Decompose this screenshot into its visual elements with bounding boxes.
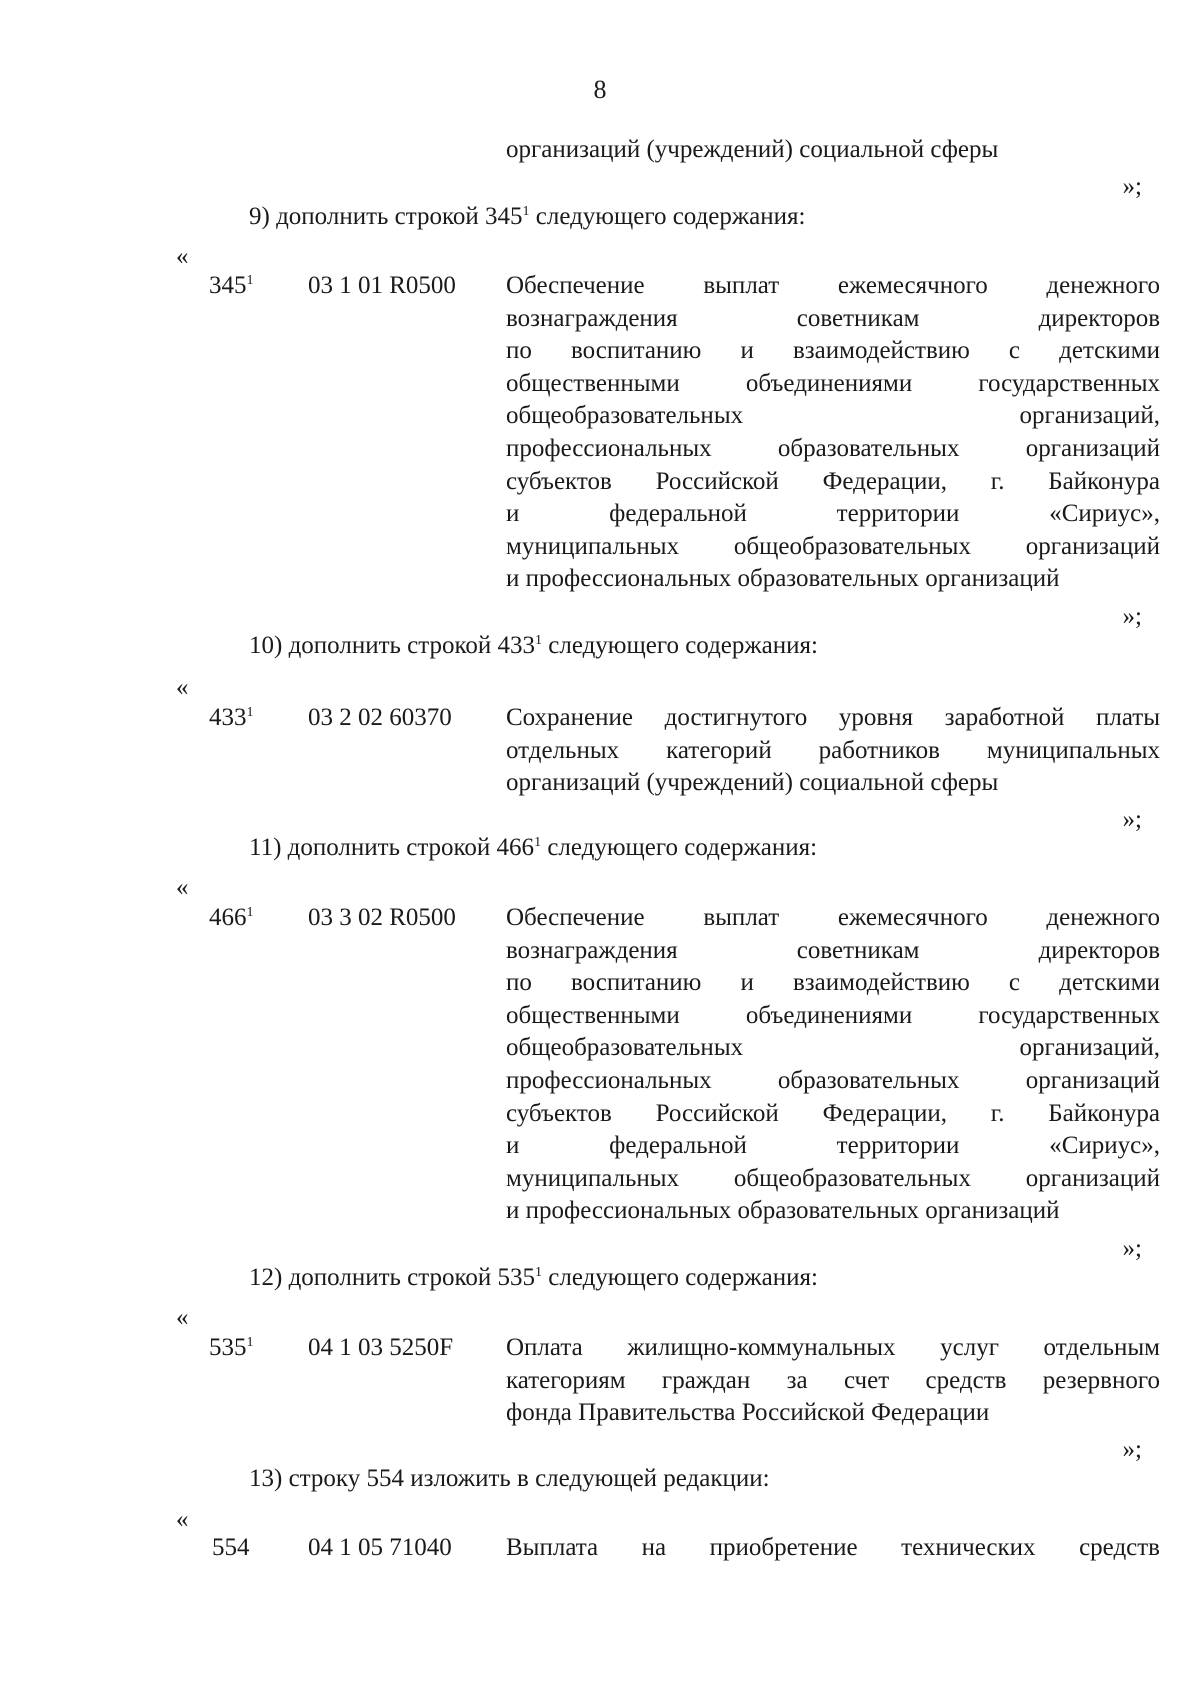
classification-code: 04 1 03 5250F (308, 1334, 454, 1361)
row-number (209, 902, 254, 933)
classification-code: 03 2 02 60370 (308, 704, 452, 731)
amendment-instruction (249, 1262, 818, 1293)
page-number: 8 (593, 75, 607, 104)
row-description (506, 270, 1160, 596)
row-number (209, 1332, 254, 1363)
instruction-text: 9) дополнить строкой 345 (249, 203, 523, 230)
classification-code: 03 1 01 R0500 (308, 272, 456, 299)
opening-quote: « (176, 1304, 189, 1331)
description-line: Обеспечение выплат ежемесячного денежного (506, 272, 1160, 299)
description-line: муниципальных общеобразовательных организаций (506, 532, 1160, 560)
description-line: организаций (учреждений) социальной сферы (506, 769, 999, 797)
instruction-tail: следующего содержания: (541, 834, 818, 861)
description-line: и профессиональных образовательных организаций (506, 565, 1060, 593)
description-line: по воспитанию и взаимодействию с детскими (506, 969, 1160, 997)
description-line: Сохранение достигнутого уровня заработной платы (506, 704, 1160, 731)
row-number-text: 466 (209, 904, 247, 931)
description-line: Оплата жилищно-коммунальных услуг отдельным (506, 1334, 1160, 1361)
row-number (209, 270, 254, 301)
description-line: фонда Правительства Российской Федерации (506, 1399, 990, 1427)
row-number-text: 554 (212, 1534, 250, 1561)
description-line: и профессиональных образовательных организаций (506, 1197, 1060, 1225)
opening-quote: « (176, 874, 189, 901)
instruction-text: 10) дополнить строкой 433 (249, 632, 535, 659)
description-line: и федеральной территории «Сириус», (506, 500, 1160, 528)
instruction-text: 12) дополнить строкой 535 (249, 1264, 535, 1291)
row-number (212, 1532, 250, 1563)
opening-quote: « (176, 1506, 189, 1533)
description-line: общеобразовательных организаций, (506, 402, 1160, 430)
description-line: субъектов Российской Федерации, г. Байконура (506, 467, 1160, 495)
closing-quote: »; (1122, 1436, 1142, 1463)
amendment-instruction (249, 1463, 770, 1494)
classification-code: 03 3 02 R0500 (308, 904, 456, 931)
description-line: Выплата на приобретение технических средств (506, 1534, 1160, 1561)
instruction-tail: следующего содержания: (542, 1264, 818, 1291)
description-line: организаций (учреждений) социальной сферы (506, 136, 999, 163)
closing-quote: »; (1122, 1235, 1142, 1262)
row-description (506, 902, 1160, 1228)
instruction-text: 11) дополнить строкой 466 (249, 834, 535, 861)
description-line: общеобразовательных организаций, (506, 1034, 1160, 1062)
superscript: 1 (534, 835, 542, 850)
description-line: профессиональных образовательных организаций (506, 434, 1160, 462)
description-line: вознаграждения советникам директоров (506, 936, 1160, 964)
instruction-tail: следующего содержания: (542, 632, 818, 659)
classification-code: 04 1 05 71040 (308, 1534, 452, 1561)
opening-quote: « (176, 674, 189, 701)
description-line: общественными объединениями государственных (506, 369, 1160, 397)
description-line: субъектов Российской Федерации, г. Байконура (506, 1099, 1160, 1127)
description-line: отдельных категорий работников муниципальных (506, 736, 1160, 764)
description-line: муниципальных общеобразовательных организаций (506, 1164, 1160, 1192)
superscript: 1 (535, 1265, 542, 1280)
row-description (506, 1532, 1160, 1565)
row-description (506, 1332, 1160, 1430)
description-line: и федеральной территории «Сириус», (506, 1132, 1160, 1160)
description-line: общественными объединениями государственных (506, 1001, 1160, 1029)
superscript: 1 (246, 705, 254, 720)
superscript: 1 (522, 204, 530, 219)
carryover-description (506, 134, 1160, 167)
closing-quote: »; (1122, 603, 1142, 630)
row-number-text: 345 (209, 272, 247, 299)
superscript: 1 (246, 273, 254, 288)
closing-quote: »; (1122, 806, 1142, 833)
description-line: профессиональных образовательных организаций (506, 1066, 1160, 1094)
row-number-text: 535 (209, 1334, 247, 1361)
amendment-instruction (249, 201, 805, 232)
row-description (506, 702, 1160, 800)
description-line: категориям граждан за счет средств резервного (506, 1366, 1160, 1394)
amendment-instruction (249, 832, 817, 863)
description-line: по воспитанию и взаимодействию с детскими (506, 337, 1160, 365)
superscript: 1 (246, 905, 254, 920)
instruction-text: 13) строку 554 изложить в следующей редакции: (249, 1465, 770, 1492)
closing-quote: »; (1122, 173, 1142, 200)
instruction-tail: следующего содержания: (529, 203, 806, 230)
description-line: Обеспечение выплат ежемесячного денежного (506, 904, 1160, 931)
row-number (209, 702, 254, 733)
description-line: вознаграждения советникам директоров (506, 304, 1160, 332)
row-number-text: 433 (209, 704, 247, 731)
opening-quote: « (176, 243, 189, 270)
amendment-instruction (249, 630, 818, 661)
superscript: 1 (535, 633, 542, 648)
superscript: 1 (246, 1335, 254, 1350)
